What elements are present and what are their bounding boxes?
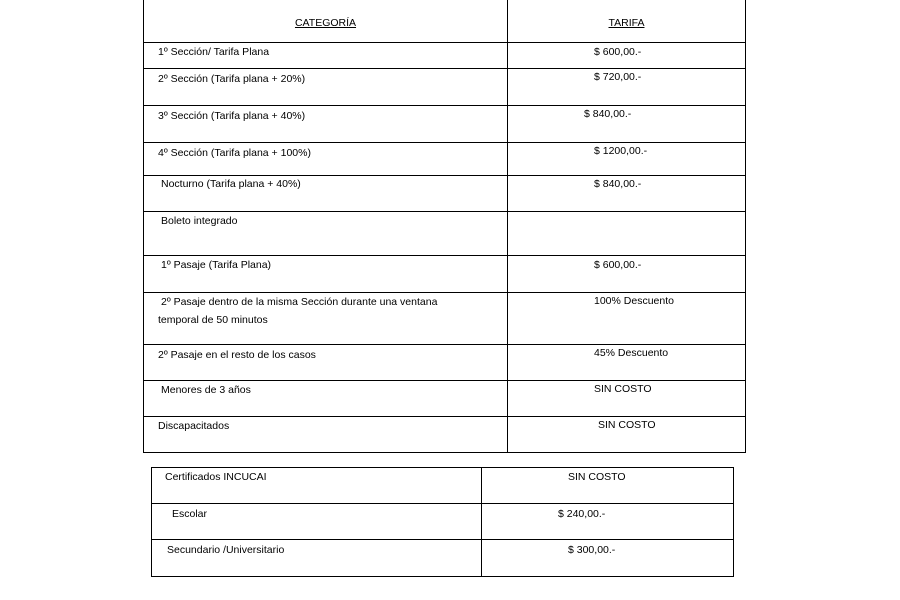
category-cell [144,69,508,106]
fare-cell [508,256,746,293]
category-cell [152,540,482,577]
fare-text: $ 1200,00.- [594,145,648,157]
fare-cell [508,176,746,212]
fare-text: $ 240,00.- [558,508,606,520]
table-row [144,293,746,345]
fare-text: SIN COSTO [594,383,652,395]
fare-table-header-row [144,0,746,43]
fare-cell [508,381,746,417]
certificates-table [151,467,734,577]
fare-text: SIN COSTO [598,419,656,431]
category-header-text: CATEGORÍA [294,17,357,29]
category-cell [144,345,508,381]
table-row [144,143,746,176]
table-row [152,504,734,540]
category-text: Certificados INCUCAI [165,471,267,483]
category-text: 2º Pasaje en el resto de los casos [158,349,316,361]
category-cell [144,293,508,345]
category-text: Menores de 3 años [161,384,251,396]
category-text: 2º Sección (Tarifa plana + 20%) [158,73,306,85]
fare-header-text: TARIFA [608,17,645,29]
category-cell [152,504,482,540]
fare-cell [508,345,746,381]
fare-cell [508,143,746,176]
category-text: Escolar [172,508,208,520]
table-row [144,106,746,143]
fare-cell [508,43,746,69]
fare-text: $ 600,00.- [594,259,642,271]
category-text: Nocturno (Tarifa plana + 40%) [161,178,301,190]
fare-cell [508,106,746,143]
category-cell [152,468,482,504]
table-row [144,43,746,69]
fare-cell [508,69,746,106]
category-cell [144,212,508,256]
fare-cell [508,417,746,453]
fare-table [143,0,746,453]
table-row [152,540,734,577]
fare-text: $ 300,00.- [568,544,616,556]
table-row [144,176,746,212]
category-cell [144,143,508,176]
table-row [144,345,746,381]
category-cell [144,106,508,143]
fare-text: $ 840,00.- [584,108,632,120]
category-cell [144,256,508,293]
category-text: 2º Pasaje dentro de la misma Sección durante una ventana temporal de 50 minutos [158,296,438,326]
table-row [152,468,734,504]
category-text: 1º Pasaje (Tarifa Plana) [161,259,272,271]
category-cell [144,176,508,212]
table-row [144,212,746,256]
category-text: Boleto integrado [161,215,238,227]
fare-cell [482,468,734,504]
category-cell [144,417,508,453]
fare-cell [482,504,734,540]
fare-cell [508,212,746,256]
fare-cell [482,540,734,577]
table-row [144,381,746,417]
category-text: 1º Sección/ Tarifa Plana [158,46,270,58]
fare-cell [508,293,746,345]
fare-text: 100% Descuento [594,295,674,307]
category-text: Discapacitados [158,420,230,432]
fare-text: $ 600,00.- [594,46,642,58]
fare-column-header [508,0,746,43]
table-row [144,417,746,453]
category-text: 4º Sección (Tarifa plana + 100%) [158,147,311,159]
fare-text: 45% Descuento [594,347,669,359]
table-row [144,256,746,293]
category-cell [144,381,508,417]
category-text: 3º Sección (Tarifa plana + 40%) [158,110,306,122]
category-cell [144,43,508,69]
category-column-header [144,0,508,43]
fare-text: SIN COSTO [568,471,626,483]
category-text: Secundario /Universitario [167,544,285,556]
fare-text: $ 840,00.- [594,178,642,190]
table-row [144,69,746,106]
fare-text: $ 720,00.- [594,71,642,83]
